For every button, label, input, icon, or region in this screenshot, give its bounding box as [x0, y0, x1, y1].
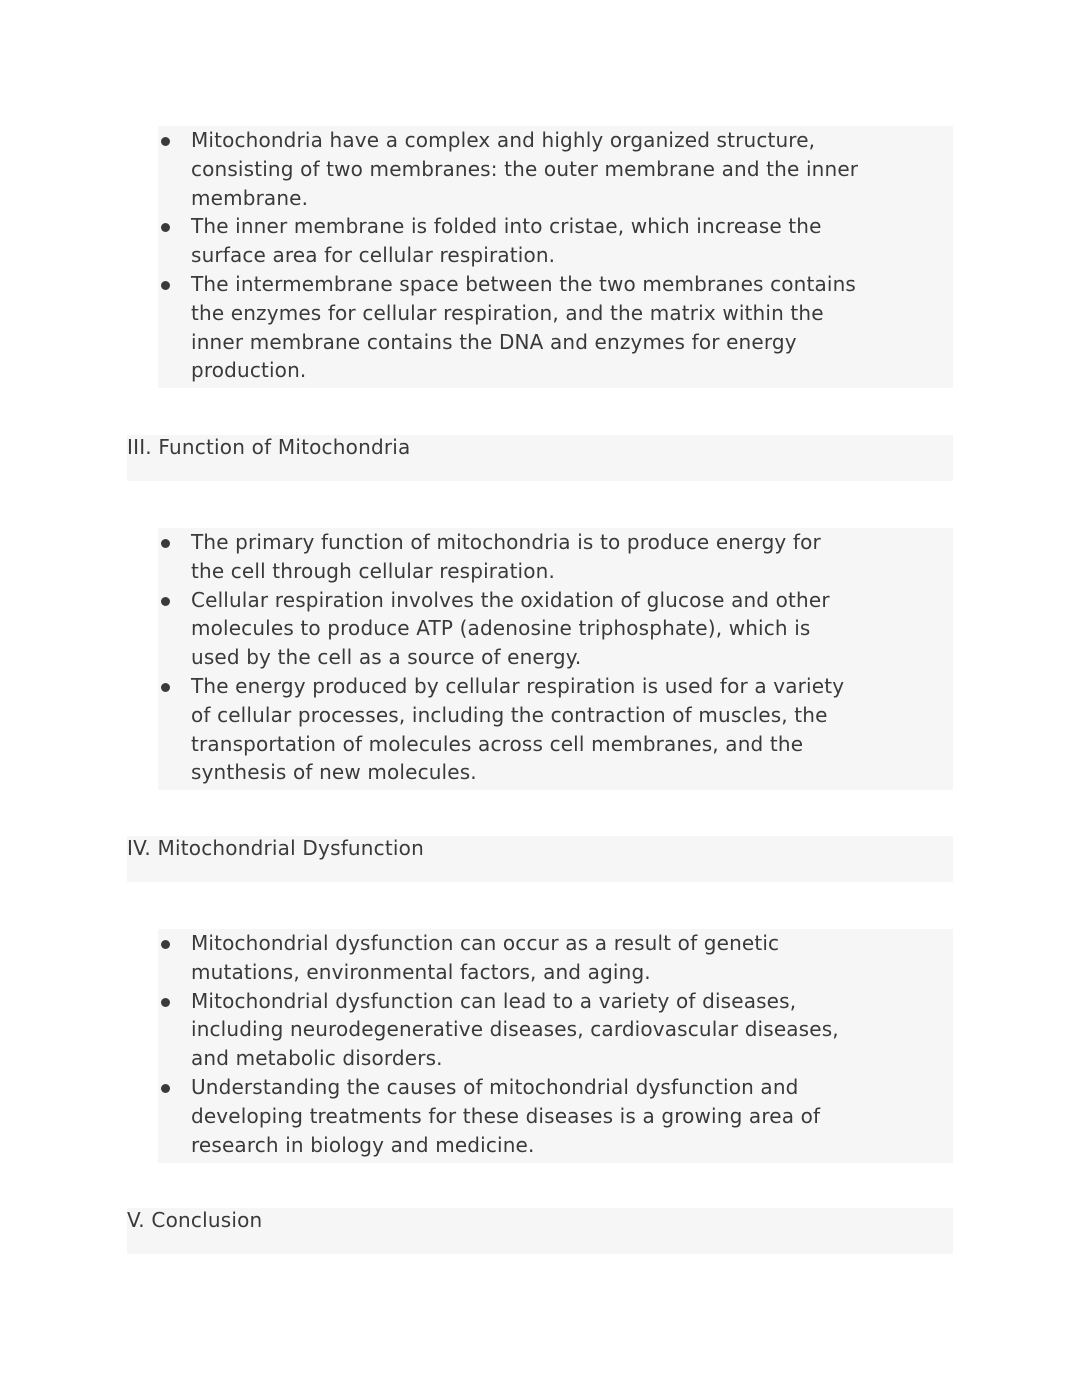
- list-item-line: The intermembrane space between the two membranes contains: [191, 271, 856, 296]
- list-item-line: The energy produced by cellular respiration is used for a variety: [191, 673, 845, 698]
- function-bullet-list: [158, 528, 953, 787]
- dysfunction-bullet-block: [158, 929, 953, 1163]
- list-item: [158, 270, 953, 385]
- list-item-line: The primary function of mitochondria is to produce energy for: [191, 530, 821, 554]
- list-item-line: The inner membrane is folded into cristae, which increase the: [191, 214, 822, 239]
- list-item: [158, 672, 953, 787]
- list-item-line: surface area for cellular respiration.: [191, 243, 556, 268]
- structure-bullet-list: [158, 126, 953, 385]
- list-item-line: of cellular processes, including the contraction of muscles, the: [191, 702, 828, 727]
- list-item-line: Understanding the causes of mitochondrial dysfunction and: [191, 1074, 799, 1099]
- dysfunction-bullet-list: [158, 929, 953, 1159]
- section-heading-dysfunction: [127, 836, 953, 882]
- list-item-line: molecules to produce ATP (adenosine triphosphate), which is: [191, 616, 811, 641]
- list-item-line: developing treatments for these diseases is a growing area of: [191, 1103, 821, 1128]
- bullet-icon: [161, 940, 170, 949]
- list-item-line: inner membrane contains the DNA and enzymes for energy: [191, 329, 797, 354]
- list-item-line: research in biology and medicine.: [191, 1132, 535, 1157]
- section-heading-function: [127, 435, 953, 481]
- bullet-icon: [161, 597, 170, 606]
- structure-bullet-block: [158, 126, 953, 388]
- list-item-line: membrane.: [191, 185, 309, 210]
- bullet-icon: [161, 683, 170, 692]
- list-item: [158, 528, 953, 586]
- list-item-line: used by the cell as a source of energy.: [191, 645, 582, 670]
- list-item: [158, 126, 953, 212]
- list-item-line: Cellular respiration involves the oxidation of glucose and other: [191, 587, 830, 612]
- bullet-icon: [161, 539, 170, 548]
- list-item-line: Mitochondrial dysfunction can occur as a result of genetic: [191, 931, 780, 955]
- bullet-icon: [161, 137, 170, 146]
- section-heading-text: IV. Mitochondrial Dysfunction: [127, 836, 424, 860]
- bullet-icon: [161, 281, 170, 290]
- list-item-line: the cell through cellular respiration.: [191, 558, 555, 583]
- list-item-line: mutations, environmental factors, and aging.: [191, 959, 651, 984]
- list-item-line: synthesis of new molecules.: [191, 760, 477, 785]
- list-item: [158, 987, 953, 1073]
- section-heading-text: III. Function of Mitochondria: [127, 435, 411, 459]
- list-item-line: and metabolic disorders.: [191, 1046, 443, 1071]
- section-heading-text: V. Conclusion: [127, 1208, 263, 1232]
- list-item-line: Mitochondria have a complex and highly organized structure,: [191, 128, 816, 152]
- list-item-line: transportation of molecules across cell membranes, and the: [191, 731, 804, 756]
- list-item: [158, 929, 953, 987]
- bullet-icon: [161, 998, 170, 1007]
- section-heading-conclusion: [127, 1208, 953, 1254]
- list-item-line: including neurodegenerative diseases, cardiovascular diseases,: [191, 1017, 839, 1042]
- list-item-line: Mitochondrial dysfunction can lead to a variety of diseases,: [191, 988, 797, 1013]
- bullet-icon: [161, 223, 170, 232]
- list-item-line: the enzymes for cellular respiration, and the matrix within the: [191, 300, 824, 325]
- list-item: [158, 1073, 953, 1159]
- list-item-line: consisting of two membranes: the outer membrane and the inner: [191, 156, 859, 181]
- list-item: [158, 212, 953, 270]
- bullet-icon: [161, 1084, 170, 1093]
- list-item-line: production.: [191, 358, 307, 383]
- list-item: [158, 586, 953, 672]
- function-bullet-block: [158, 528, 953, 790]
